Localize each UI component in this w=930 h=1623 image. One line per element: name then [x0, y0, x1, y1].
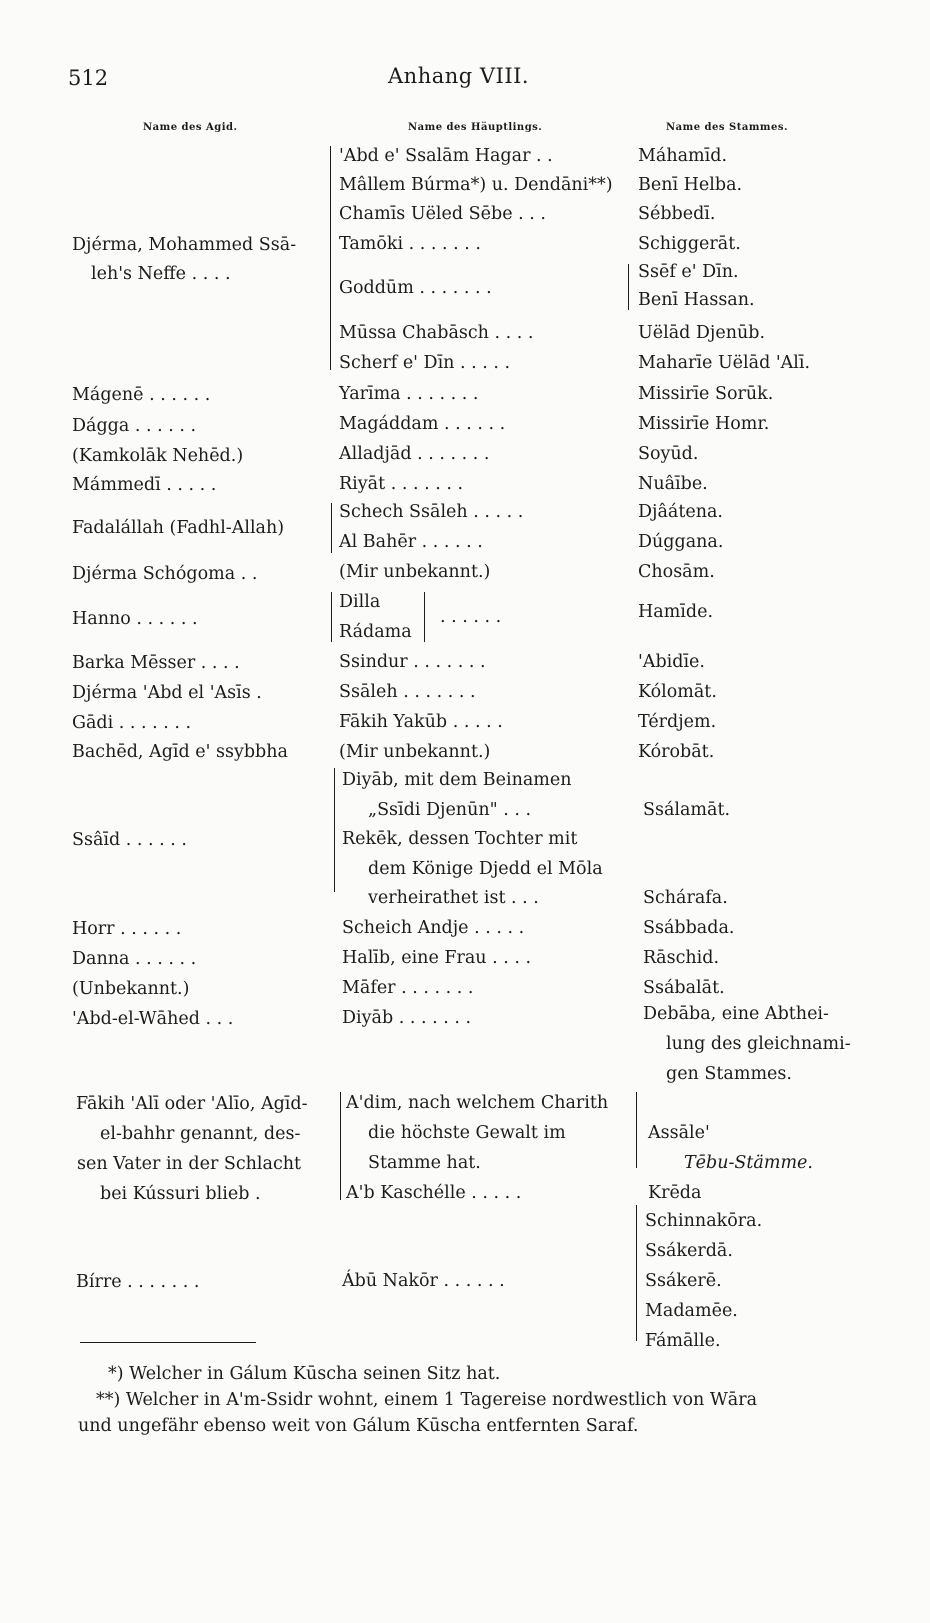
chief-name: Chamīs Uëled Sēbe . . . [339, 204, 546, 224]
tribe-name: lung des gleichnami- [666, 1034, 851, 1054]
chief-name: Mūssa Chabāsch . . . . [339, 323, 534, 343]
chief-name: Dilla [339, 592, 381, 612]
group-brace [418, 592, 425, 642]
tribe-name: Ssēf e' Dīn. [638, 262, 739, 282]
tribe-name: Missirīe Sorūk. [638, 384, 774, 404]
group-brace [334, 768, 335, 892]
tribe-group-label: Tēbu-Stämme. [684, 1153, 813, 1173]
agid-name: Djérma, Mohammed Ssā- [72, 235, 297, 255]
agid-name: Dágga . . . . . . [72, 416, 197, 436]
footnote: *) Welcher in Gálum Kūscha seinen Sitz hat. [108, 1364, 501, 1384]
tribe-name: Nuâībe. [638, 474, 708, 494]
tribe-name: Chosām. [638, 562, 715, 582]
chief-name: Goddūm . . . . . . . [339, 278, 492, 298]
agid-name: Horr . . . . . . [72, 919, 182, 939]
agid-name: leh's Neffe . . . . [91, 264, 231, 284]
group-brace [628, 1092, 637, 1168]
agid-name: Ssâīd . . . . . . [72, 830, 187, 850]
agid-name: Djérma 'Abd el 'Asīs . [72, 683, 262, 703]
chief-name: Scherf e' Dīn . . . . . [339, 353, 511, 373]
tribe-name: Schárafa. [643, 888, 728, 908]
group-brace [636, 1205, 637, 1341]
agid-name: Danna . . . . . . [72, 949, 197, 969]
tribe-name: Soyūd. [638, 444, 699, 464]
group-brace [331, 503, 332, 553]
agid-name: el-bahhr genannt, des- [100, 1124, 301, 1144]
chief-name: Schech Ssāleh . . . . . [339, 502, 524, 522]
chief-name: Ssāleh . . . . . . . [339, 682, 476, 702]
tribe-name: Ssákerdā. [645, 1241, 733, 1261]
chief-name: „Ssīdi Djenūn" . . . [368, 800, 532, 820]
tribe-name: Ssákerē. [645, 1271, 722, 1291]
tribe-name: Ssábbada. [643, 918, 735, 938]
group-brace [628, 264, 629, 310]
tribe-name: Debāba, eine Abthei- [643, 1004, 829, 1024]
agid-name: Bírre . . . . . . . [76, 1272, 200, 1292]
tribe-name: Schinnakōra. [645, 1211, 763, 1231]
tribe-name: 'Abidīe. [638, 652, 705, 672]
column-header-tribe: Name des Stammes. [666, 122, 788, 133]
chief-name: Māfer . . . . . . . [342, 978, 474, 998]
chief-name: Halīb, eine Frau . . . . [342, 948, 532, 968]
tribe-name: Madamēe. [645, 1301, 738, 1321]
chief-name: Yarīma . . . . . . . [339, 384, 479, 404]
chief-name: Riyāt . . . . . . . [339, 474, 464, 494]
tribe-name: Máhamīd. [638, 146, 728, 166]
chief-name: (Mir unbekannt.) [339, 742, 491, 762]
chief-name: die höchste Gewalt im [368, 1123, 566, 1143]
tribe-name: Sébbedī. [638, 204, 716, 224]
tribe-name: Kórobāt. [638, 742, 715, 762]
agid-name: (Kamkolāk Nehēd.) [72, 446, 244, 466]
chief-name: Magáddam . . . . . . [339, 414, 506, 434]
chief-name: Ábū Nakōr . . . . . . [342, 1271, 505, 1291]
tribe-name: Ssálamāt. [643, 800, 731, 820]
leader-dots: . . . . . . [440, 607, 502, 627]
chief-name: (Mir unbekannt.) [339, 562, 491, 582]
chief-name: Rádama [339, 622, 412, 642]
tribe-name: Benī Hassan. [638, 290, 755, 310]
tribe-name: Schiggerāt. [638, 234, 741, 254]
group-brace [332, 1092, 341, 1200]
chief-name: Diyāb, mit dem Beinamen [342, 770, 572, 790]
agid-name: Bachēd, Agīd e' ssybbha [72, 742, 288, 762]
page-number: 512 [68, 66, 109, 90]
tribe-name: Assāle' [648, 1123, 710, 1143]
agid-name: Barka Mēsser . . . . [72, 653, 240, 673]
column-header-agid: Name des Agid. [143, 122, 238, 133]
tribe-name: Benī Helba. [638, 175, 743, 195]
tribe-name: Rāschid. [643, 948, 720, 968]
agid-name: 'Abd-el-Wāhed . . . [72, 1009, 234, 1029]
tribe-name: Térdjem. [638, 712, 717, 732]
running-header: Anhang VIII. [388, 64, 530, 88]
tribe-name: gen Stammes. [666, 1064, 792, 1084]
agid-name: Fākih 'Alī oder 'Alīo, Agīd- [76, 1094, 308, 1114]
footnote: und ungefähr ebenso weit von Gálum Kūscha entfernten Saraf. [78, 1416, 639, 1436]
tribe-name: Fámālle. [645, 1331, 721, 1351]
tribe-name: Dúggana. [638, 532, 724, 552]
agid-name: Fadalállah (Fadhl-Allah) [72, 518, 285, 538]
tribe-name: Djâátena. [638, 502, 723, 522]
tribe-name: Hamīde. [638, 602, 714, 622]
chief-name: Fākih Yakūb . . . . . [339, 712, 503, 732]
chief-name: Diyāb . . . . . . . [342, 1008, 472, 1028]
agid-name: Djérma Schógoma . . [72, 564, 258, 584]
tribe-name: Uëlād Djenūb. [638, 323, 766, 343]
chief-name: verheirathet ist . . . [368, 888, 539, 908]
chief-name: Scheich Andje . . . . . [342, 918, 525, 938]
agid-name: Mámmedī . . . . . [72, 475, 217, 495]
agid-name: Gādi . . . . . . . [72, 713, 192, 733]
footnote: **) Welcher in A'm-Ssidr wohnt, einem 1 Tagereise nordwestlich von Wāra [96, 1390, 758, 1410]
chief-name: Alladjād . . . . . . . [339, 444, 490, 464]
agid-name: (Unbekannt.) [72, 979, 190, 999]
tribe-name: Ssábalāt. [643, 978, 725, 998]
tribe-name: Missirīe Homr. [638, 414, 770, 434]
chief-name: A'b Kaschélle . . . . . [346, 1183, 522, 1203]
chief-name: Al Bahēr . . . . . . [339, 532, 483, 552]
chief-name: dem Könige Djedd el Mōla [368, 859, 603, 879]
group-brace [331, 592, 332, 642]
footnote-rule [80, 1342, 256, 1343]
tribe-name: Kólomāt. [638, 682, 717, 702]
chief-name: Ssindur . . . . . . . [339, 652, 486, 672]
agid-name: bei Kússuri blieb . [100, 1184, 261, 1204]
tribe-name: Maharīe Uëlād 'Alī. [638, 353, 811, 373]
chief-name: Stamme hat. [368, 1153, 481, 1173]
chief-name: Rekēk, dessen Tochter mit [342, 829, 578, 849]
chief-name: Mâllem Búrma*) u. Dendāni**) [339, 175, 613, 195]
tribe-name: Krēda [648, 1183, 702, 1203]
column-header-chief: Name des Häuptlings. [408, 122, 543, 133]
agid-name: Mágenē . . . . . . [72, 385, 211, 405]
chief-name: A'dim, nach welchem Charith [346, 1093, 609, 1113]
group-brace [330, 146, 331, 370]
agid-name: sen Vater in der Schlacht [77, 1154, 302, 1174]
chief-name: 'Abd e' Ssalām Hagar . . [339, 146, 553, 166]
agid-name: Hanno . . . . . . [72, 609, 198, 629]
chief-name: Tamōki . . . . . . . [339, 234, 481, 254]
